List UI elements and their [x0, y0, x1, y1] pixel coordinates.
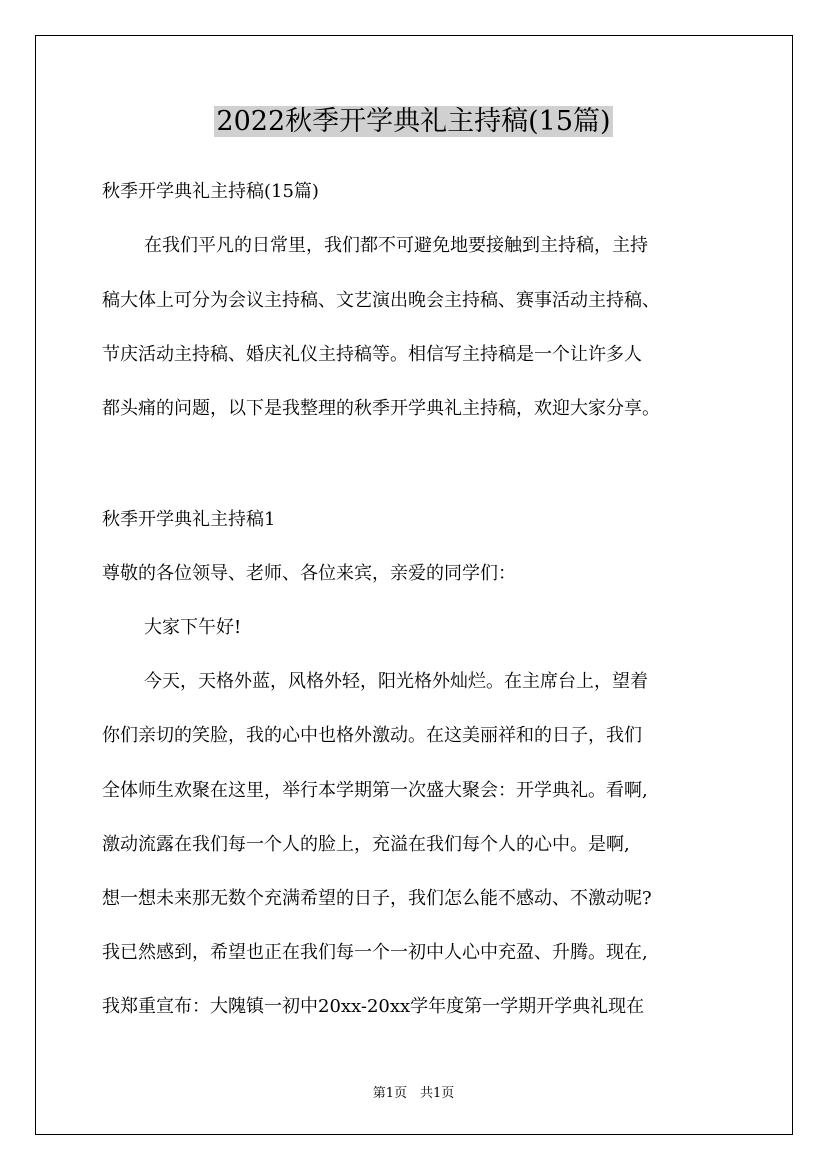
intro-line-1: 在我们平凡的日常里，我们都不可避免地要接触到主持稿，主持	[144, 235, 648, 256]
page-footer: 第1页 共1页	[372, 1086, 455, 1101]
intro-line-4: 都头痛的问题，以下是我整理的秋季开学典礼主持稿，欢迎大家分享。	[102, 398, 660, 419]
body-line-4: 激动流露在我们每一个人的脸上，充溢在我们每个人的心中。是啊,	[102, 834, 630, 855]
document-title	[0, 102, 827, 142]
body-line-6: 我已然感到，希望也正在我们每一个一初中人心中充盈、升腾。现在,	[102, 942, 648, 963]
body-line-1: 今天，天格外蓝，风格外轻，阳光格外灿烂。在主席台上，望着	[144, 671, 648, 692]
intro-line-2: 稿大体上可分为会议主持稿、文艺演出晚会主持稿、赛事活动主持稿、	[102, 290, 660, 311]
salutation: 尊敬的各位领导、老师、各位来宾，亲爱的同学们：	[102, 563, 516, 584]
body-line-7: 我郑重宣布：大隗镇一初中20xx-20xx学年度第一学期开学典礼现在	[102, 996, 645, 1017]
document-title-text: 2022秋季开学典礼主持稿(15篇)	[216, 106, 611, 137]
intro-line-3: 节庆活动主持稿、婚庆礼仪主持稿等。相信写主持稿是一个让许多人	[102, 344, 642, 365]
body-line-5: 想一想未来那无数个充满希望的日子，我们怎么能不感动、不激动呢?	[102, 888, 652, 909]
body-line-3: 全体师生欢聚在这里，举行本学期第一次盛大聚会：开学典礼。看啊,	[102, 780, 648, 801]
section-heading: 秋季开学典礼主持稿1	[102, 509, 276, 530]
body-line-2: 你们亲切的笑脸，我的心中也格外激动。在这美丽祥和的日子，我们	[102, 725, 642, 746]
greeting: 大家下午好!	[144, 617, 242, 638]
subtitle: 秋季开学典礼主持稿(15篇)	[102, 181, 319, 202]
